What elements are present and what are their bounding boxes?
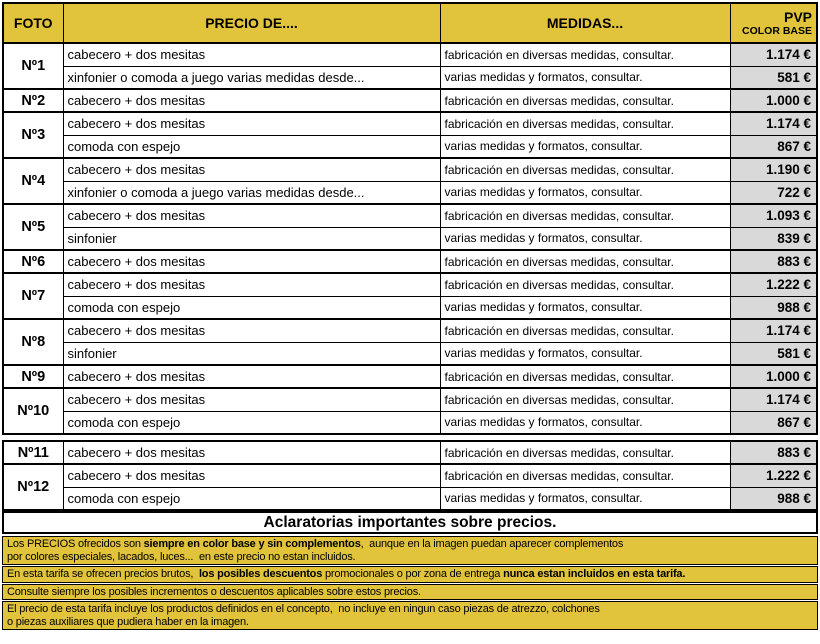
pvp-cell: 1.093 € (730, 204, 817, 227)
foto-label: Nº2 (3, 89, 63, 112)
medidas-cell: fabricación en diversas medidas, consultar. (440, 112, 730, 135)
table-row (3, 411, 817, 434)
concepto-cell: cabecero + dos mesitas (63, 158, 440, 181)
table-row (3, 388, 817, 411)
medidas-cell: varias medidas y formatos, consultar. (440, 227, 730, 250)
pvp-cell: 581 € (730, 66, 817, 89)
foto-group (3, 158, 817, 204)
concepto-cell: comoda con espejo (63, 487, 440, 510)
foto-group (3, 204, 817, 250)
foto-group (3, 464, 817, 510)
note-text-segment: , aunque en la imagen puedan aparecer complementos (360, 538, 624, 550)
medidas-cell: fabricación en diversas medidas, consultar. (440, 273, 730, 296)
foto-label: Nº10 (3, 388, 63, 434)
table-row (3, 441, 817, 464)
pvp-cell: 1.222 € (730, 464, 817, 487)
medidas-cell: fabricación en diversas medidas, consultar. (440, 158, 730, 181)
foto-label: Nº9 (3, 365, 63, 388)
foto-label: Nº6 (3, 250, 63, 273)
table-row (3, 250, 817, 273)
table-row (3, 204, 817, 227)
concepto-cell: cabecero + dos mesitas (63, 388, 440, 411)
foto-label: Nº11 (3, 441, 63, 464)
note-text-segment: Los PRECIOS ofrecidos son (7, 538, 144, 550)
table-row (3, 464, 817, 487)
concepto-cell: cabecero + dos mesitas (63, 204, 440, 227)
pvp-cell: 1.000 € (730, 89, 817, 112)
note-line (7, 568, 813, 581)
note-text-segment: siempre en color base y sin complementos (143, 538, 361, 550)
color-base-label: COLOR BASE (741, 25, 812, 38)
note-text-segment: En esta tarifa se ofrecen precios brutos, (7, 568, 199, 580)
concepto-cell: cabecero + dos mesitas (63, 250, 440, 273)
note-line (7, 603, 813, 616)
pvp-label: PVP (783, 8, 812, 25)
foto-group (3, 89, 817, 112)
table-row (3, 365, 817, 388)
pvp-cell: 1.000 € (730, 365, 817, 388)
note-line (7, 586, 813, 599)
table-row (3, 135, 817, 158)
table-header (3, 3, 817, 43)
foto-group (3, 112, 817, 158)
table-row (3, 181, 817, 204)
pvp-cell: 1.174 € (730, 112, 817, 135)
medidas-cell: varias medidas y formatos, consultar. (440, 487, 730, 510)
note-text-segment: los posibles descuentos (198, 568, 323, 580)
pvp-cell: 883 € (730, 250, 817, 273)
col-header-pvp (730, 3, 817, 43)
price-note (2, 601, 818, 630)
pvp-cell: 988 € (730, 296, 817, 319)
price-note (2, 584, 818, 601)
table-row (3, 296, 817, 319)
table-row (3, 158, 817, 181)
medidas-cell: fabricación en diversas medidas, consultar. (440, 319, 730, 342)
foto-label: Nº4 (3, 158, 63, 204)
table-row (3, 43, 817, 66)
concepto-cell: cabecero + dos mesitas (63, 441, 440, 464)
price-table-bottom (2, 440, 818, 511)
foto-group (3, 250, 817, 273)
foto-label: Nº1 (3, 43, 63, 89)
concepto-cell: cabecero + dos mesitas (63, 89, 440, 112)
note-line (7, 551, 813, 564)
pvp-cell: 1.174 € (730, 388, 817, 411)
concepto-cell: comoda con espejo (63, 411, 440, 434)
medidas-cell: fabricación en diversas medidas, consultar. (440, 43, 730, 66)
price-note (2, 536, 818, 565)
note-text-segment: nunca estan incluidos en esta tarifa. (503, 568, 686, 580)
pvp-cell: 867 € (730, 411, 817, 434)
table-row (3, 89, 817, 112)
concepto-cell: sinfonier (63, 227, 440, 250)
price-table-main (2, 2, 818, 435)
medidas-cell: fabricación en diversas medidas, consultar. (440, 204, 730, 227)
table-row (3, 319, 817, 342)
medidas-cell: varias medidas y formatos, consultar. (440, 135, 730, 158)
pvp-cell: 1.174 € (730, 319, 817, 342)
foto-group (3, 441, 817, 464)
note-text-segment: promocionales o por zona de entrega (322, 568, 504, 580)
pvp-cell: 883 € (730, 441, 817, 464)
pvp-cell: 839 € (730, 227, 817, 250)
pvp-cell: 722 € (730, 181, 817, 204)
foto-label: Nº8 (3, 319, 63, 365)
foto-group (3, 319, 817, 365)
col-header-foto: FOTO (3, 3, 63, 43)
medidas-cell: fabricación en diversas medidas, consultar. (440, 464, 730, 487)
table-row (3, 342, 817, 365)
concepto-cell: cabecero + dos mesitas (63, 43, 440, 66)
foto-group (3, 365, 817, 388)
concepto-cell: cabecero + dos mesitas (63, 112, 440, 135)
foto-label: Nº3 (3, 112, 63, 158)
medidas-cell: varias medidas y formatos, consultar. (440, 66, 730, 89)
foto-group (3, 273, 817, 319)
table-row (3, 487, 817, 510)
pvp-cell: 1.174 € (730, 43, 817, 66)
medidas-cell: varias medidas y formatos, consultar. (440, 411, 730, 434)
col-header-precio: PRECIO DE.... (63, 3, 440, 43)
medidas-cell: fabricación en diversas medidas, consultar. (440, 250, 730, 273)
pvp-cell: 1.222 € (730, 273, 817, 296)
medidas-cell: varias medidas y formatos, consultar. (440, 342, 730, 365)
table-row (3, 227, 817, 250)
medidas-cell: fabricación en diversas medidas, consultar. (440, 365, 730, 388)
notes-section (2, 536, 818, 630)
aclaratorias-heading: Aclaratorias importantes sobre precios. (2, 511, 818, 534)
foto-label: Nº7 (3, 273, 63, 319)
concepto-cell: cabecero + dos mesitas (63, 319, 440, 342)
concepto-cell: cabecero + dos mesitas (63, 365, 440, 388)
note-text-segment: por colores especiales, lacados, luces... en este precio no estan incluidos. (7, 550, 356, 563)
price-note (2, 566, 818, 583)
note-text-segment: o piezas auxiliares que pudiera haber en la imagen. (7, 615, 249, 628)
medidas-cell: fabricación en diversas medidas, consultar. (440, 441, 730, 464)
note-line (7, 616, 813, 629)
foto-label: Nº5 (3, 204, 63, 250)
foto-group (3, 388, 817, 434)
pvp-cell: 1.190 € (730, 158, 817, 181)
table-row (3, 273, 817, 296)
medidas-cell: varias medidas y formatos, consultar. (440, 181, 730, 204)
concepto-cell: cabecero + dos mesitas (63, 464, 440, 487)
concepto-cell: sinfonier (63, 342, 440, 365)
concepto-cell: comoda con espejo (63, 135, 440, 158)
pvp-cell: 988 € (730, 487, 817, 510)
concepto-cell: comoda con espejo (63, 296, 440, 319)
foto-label: Nº12 (3, 464, 63, 510)
medidas-cell: varias medidas y formatos, consultar. (440, 296, 730, 319)
note-text-segment: Consulte siempre los posibles incrementos o descuentos aplicables sobre estos precios. (7, 585, 421, 598)
concepto-cell: xinfonier o comoda a juego varias medidas desde... (63, 181, 440, 204)
pvp-cell: 581 € (730, 342, 817, 365)
concepto-cell: xinfonier o comoda a juego varias medidas desde... (63, 66, 440, 89)
note-line (7, 538, 813, 551)
table-row (3, 66, 817, 89)
table-row (3, 112, 817, 135)
header-row (3, 3, 817, 43)
foto-group (3, 43, 817, 89)
concepto-cell: cabecero + dos mesitas (63, 273, 440, 296)
medidas-cell: fabricación en diversas medidas, consultar. (440, 388, 730, 411)
note-text-segment: El precio de esta tarifa incluye los productos definidos en el concepto, no incluye en ningun caso piezas de atrezzo, colchones (7, 603, 600, 615)
pvp-cell: 867 € (730, 135, 817, 158)
col-header-medidas: MEDIDAS... (440, 3, 730, 43)
medidas-cell: fabricación en diversas medidas, consultar. (440, 89, 730, 112)
